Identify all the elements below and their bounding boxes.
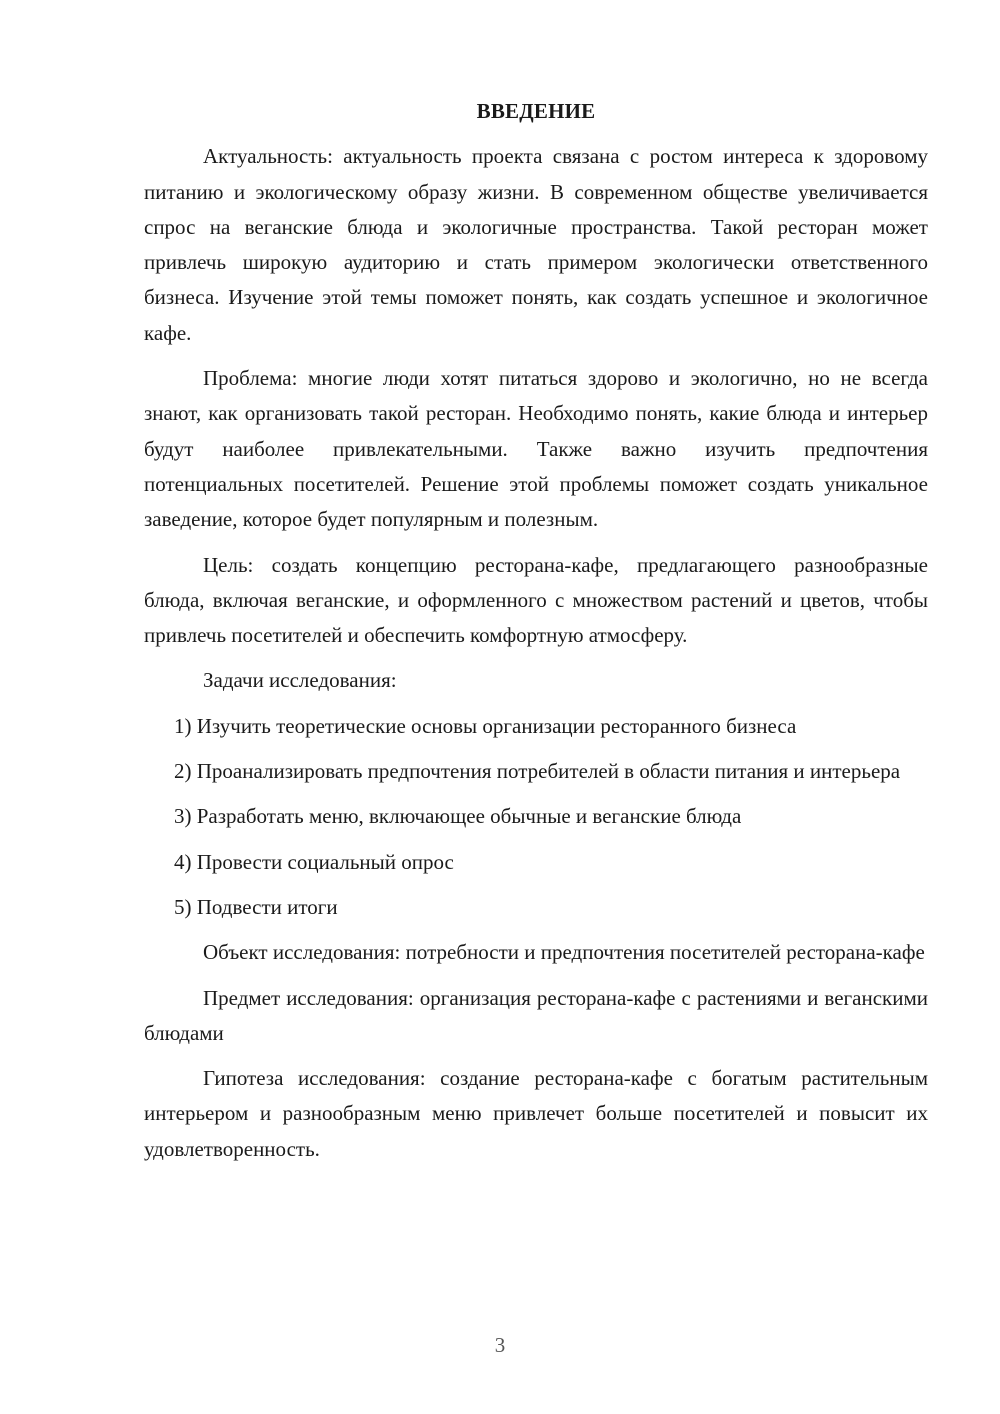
paragraph-object: Объект исследования: потребности и предпочтения посетителей ресторана-кафе	[203, 940, 925, 965]
paragraph-relevance: Актуальность: актуальность проекта связана с ростом интереса к здоровому питанию и экологическому образу жизни. В современном обществе увеличивается спрос на веганские блюда и экологичные пространства. Такой ресторан может привлечь широкую аудиторию и стать примером экологически ответственного бизнеса. Изучение этой темы поможет понять, как создать успешное и экологичное кафе.	[144, 144, 928, 345]
task-item-5: 5) Подвести итоги	[174, 894, 338, 919]
task-item-2: 2) Проанализировать предпочтения потребителей в области питания и интерьера	[174, 759, 901, 784]
document-page	[144, 94, 928, 1177]
paragraph-problem: Проблема: многие люди хотят питаться здорово и экологично, но не всегда знают, как организовать такой ресторан. Необходимо понять, какие блюда и интерьер будут наиболее привлекательными. Также важно изучить предпочтения потенциальных посетителей. Решение этой проблемы поможет создать уникальное заведение, которое будет популярным и полезным.	[144, 366, 928, 532]
paragraph-hypothesis: Гипотеза исследования: создание ресторана-кафе с богатым растительным интерьером и разнообразным меню привлечет больше посетителей и повысит их удовлетворенность.	[144, 1066, 928, 1161]
tasks-heading: Задачи исследования:	[203, 668, 397, 693]
page-number: 3	[494, 1333, 506, 1357]
paragraph-subject: Предмет исследования: организация ресторана-кафе с растениями и веганскими блюдами	[144, 985, 928, 1045]
task-item-3: 3) Разработать меню, включающее обычные и веганские блюда	[174, 804, 742, 829]
paragraph-goal: Цель: создать концепцию ресторана-кафе, предлагающего разнообразные блюда, включая веганские, и оформленного с множеством растений и цветов, чтобы привлечь посетителей и обеспечить комфортную атмосферу.	[144, 552, 928, 648]
task-item-4: 4) Провести социальный опрос	[174, 849, 454, 874]
task-item-1: 1) Изучить теоретические основы организации ресторанного бизнеса	[174, 713, 797, 738]
section-title: ВВЕДЕНИЕ	[476, 99, 596, 123]
